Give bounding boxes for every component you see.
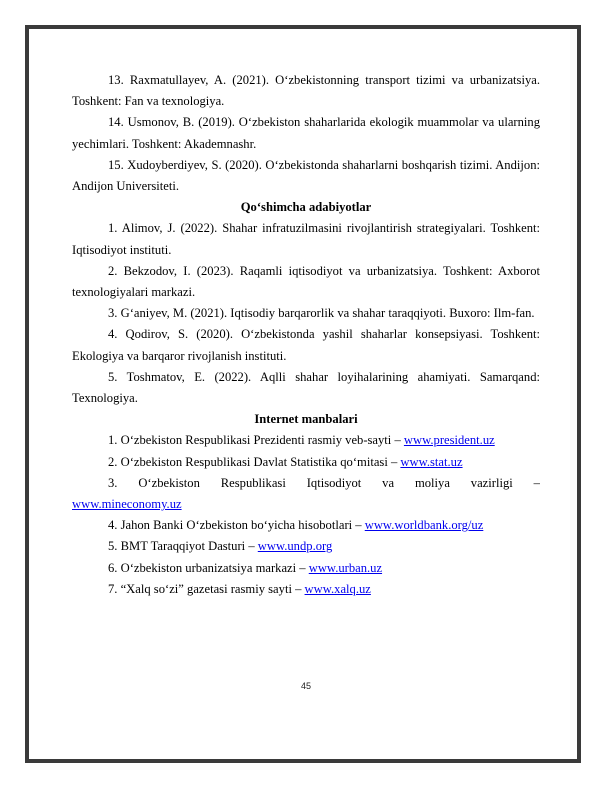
internet-item-5: 5. BMT Taraqqiyot Dasturi – www.undp.org <box>108 539 333 554</box>
link-mineconomy[interactable]: www.mineconomy.uz <box>72 497 182 512</box>
additional-item-5: 5. Toshmatov, E. (2022). Aqlli shahar loyihalarining ahamiyati. Samarqand: Texnologiya. <box>72 369 540 406</box>
link-president[interactable]: www.president.uz <box>403 433 495 448</box>
internet-item-3-line: 3. O‘zbekiston Respublikasi Iqtisodiyot va moliya vazirligi – <box>108 475 540 490</box>
internet-item-1: 1. O‘zbekiston Respublikasi Prezidenti rasmiy veb-sayti – www.president.uz <box>108 433 495 448</box>
reference-15: 15. Xudoyberdiyev, S. (2020). O‘zbekistonda shaharlarni boshqarish tizimi. Andijon: Andijon Universiteti. <box>72 157 540 194</box>
link-urban[interactable]: www.urban.uz <box>308 560 383 575</box>
link-xalq[interactable]: www.xalq.uz <box>304 581 371 596</box>
additional-item-1: 1. Alimov, J. (2022). Shahar infratuzilmasini rivojlantirish strategiyalari. Toshkent: Iqtisodiyot instituti. <box>72 221 540 257</box>
additional-literature-heading: Qo‘shimcha adabiyotlar <box>240 200 372 215</box>
internet-item-2: 2. O‘zbekiston Respublikasi Davlat Statistika qo‘mitasi – www.stat.uz <box>108 454 463 469</box>
additional-item-3: 3. G‘aniyev, M. (2021). Iqtisodiy barqarorlik va shahar taraqqiyoti. Buxoro: Ilm-fan. <box>108 306 535 321</box>
internet-sources-heading: Internet manbalari <box>254 412 358 427</box>
document-body <box>72 70 540 600</box>
internet-item-3 <box>72 473 540 515</box>
reference-14: 14. Usmonov, B. (2019). O‘zbekiston shaharlarida ekologik muammolar va ularning yechimlari. Toshkent: Akademnashr. <box>72 115 540 151</box>
additional-item-2: 2. Bekzodov, I. (2023). Raqamli iqtisodiyot va urbanizatsiya. Toshkent: Axborot texnologiyalari markazi. <box>72 263 540 300</box>
link-stat[interactable]: www.stat.uz <box>400 454 463 469</box>
link-worldbank[interactable]: www.worldbank.org/uz <box>364 518 484 533</box>
internet-item-7: 7. “Xalq so‘zi” gazetasi rasmiy sayti – www.xalq.uz <box>108 581 371 596</box>
link-undp[interactable]: www.undp.org <box>257 539 333 554</box>
internet-item-4: 4. Jahon Banki O‘zbekiston bo‘yicha hisobotlari – www.worldbank.org/uz <box>108 518 484 533</box>
page-number: 45 <box>300 681 311 691</box>
reference-13: 13. Raxmatullayev, A. (2021). O‘zbekistonning transport tizimi va urbanizatsiya. Toshkent: Fan va texnologiya. <box>72 73 540 109</box>
internet-item-6: 6. O‘zbekiston urbanizatsiya markazi – www.urban.uz <box>108 560 383 575</box>
additional-item-4: 4. Qodirov, S. (2020). O‘zbekistonda yashil shaharlar konsepsiyasi. Toshkent: Ekologiya va barqaror rivojlanish instituti. <box>72 327 540 363</box>
